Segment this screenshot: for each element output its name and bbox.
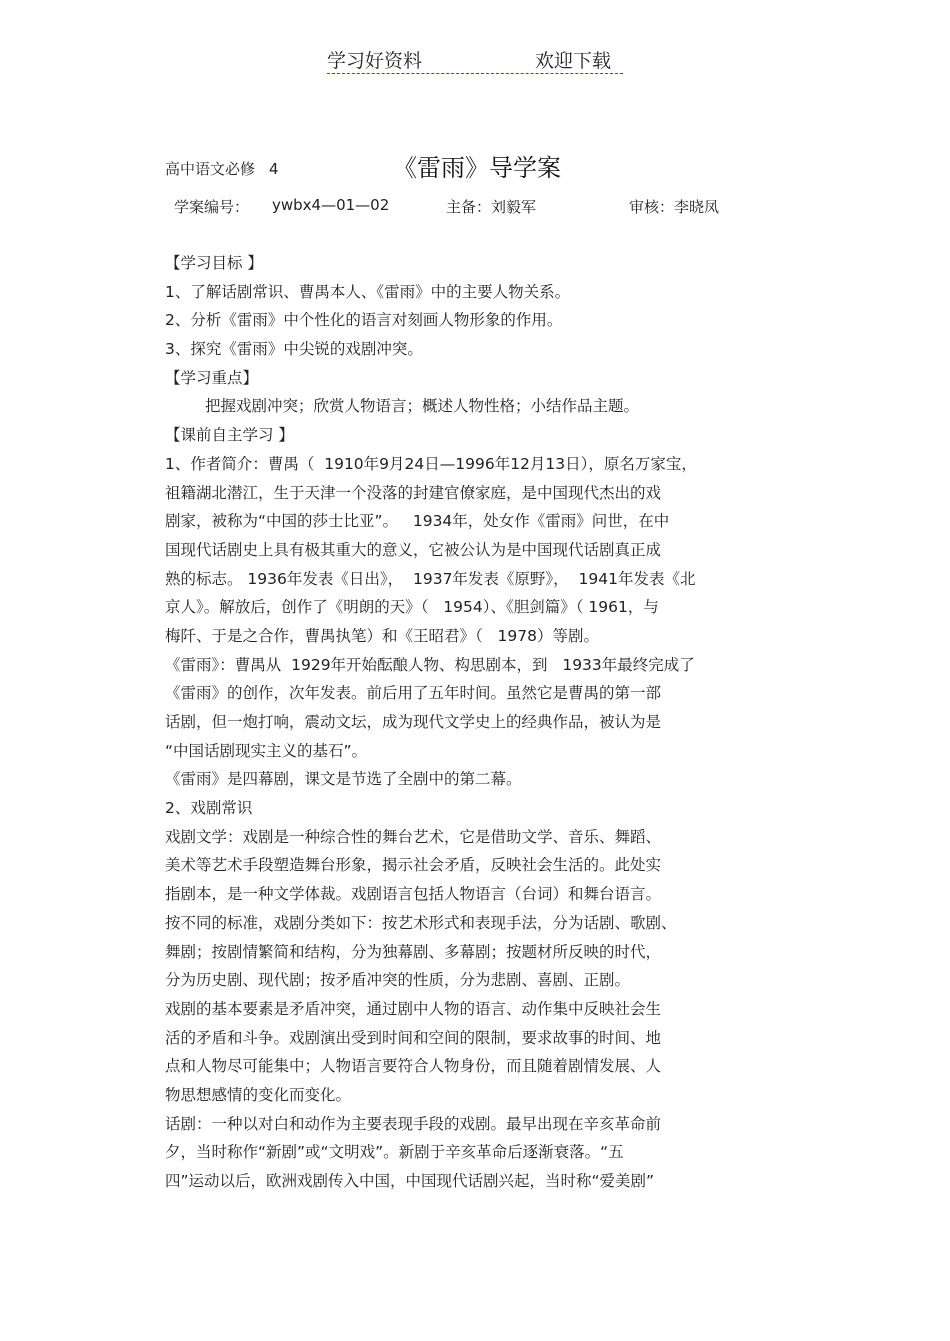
body-line: 京人》。解放后，创作了《明朗的天》（ 1954）、《胆剑篇》（ 1961，与	[165, 598, 659, 617]
body-line: 戏剧文学：戏剧是一种综合性的舞台艺术，它是借助文学、音乐、舞蹈、	[165, 827, 662, 846]
body-line: 点和人物尽可能集中；人物语言要符合人物身份，而且随着剧情发展、人	[165, 1057, 662, 1076]
body-line: 梅阡、于是之合作，曹禺执笔）和《王昭君》（ 1978）等剧。	[165, 626, 599, 645]
code-value: ywbx4—01—02	[272, 196, 390, 214]
header-left-text: 学习好资料	[327, 50, 423, 72]
body-line: 《雷雨》：曹禺从 1929年开始酝酿人物、构思剧本，到 1933年最终完成了	[165, 655, 695, 674]
document-title: 《雷雨》导学案	[393, 154, 561, 182]
body-line: 【课前自主学习 】	[165, 426, 294, 445]
body-line: 《雷雨》是四幕剧，课文是节选了全剧中的第二幕。	[165, 770, 522, 789]
document-body	[165, 249, 805, 1196]
body-line: 戏剧的基本要素是矛盾冲突，通过剧中人物的语言、动作集中反映社会生	[165, 999, 662, 1018]
title-row	[165, 148, 785, 188]
body-line: 2、分析《雷雨》中个性化的语言对刻画人物形象的作用。	[165, 311, 563, 330]
course-number: 4	[269, 160, 279, 178]
body-line: 话剧，但一炮打响，震动文坛，成为现代文学史上的经典作品，被认为是	[165, 713, 662, 731]
body-line: 话剧：一种以对白和动作为主要表现手段的戏剧。最早出现在辛亥革命前	[165, 1114, 662, 1133]
body-line: 四”运动以后，欧洲戏剧传入中国，中国现代话剧兴起，当时称“爱美剧”	[165, 1172, 655, 1190]
body-line: 指剧本，是一种文学体裁。戏剧语言包括人物语言（台词）和舞台语言。	[165, 885, 662, 904]
body-line: 2、戏剧常识	[165, 799, 253, 818]
meta-row	[174, 196, 794, 218]
body-line: 夕，当时称作“新剧”或“文明戏”。新剧于辛亥革命后逐渐衰落。“五	[165, 1143, 624, 1162]
header-dashed-rule	[327, 73, 623, 74]
body-line: 活的矛盾和斗争。戏剧演出受到时间和空间的限制，要求故事的时间、地	[165, 1028, 662, 1047]
body-line: 【学习重点】	[165, 368, 259, 387]
body-line: 【学习目标 】	[165, 254, 263, 272]
body-line: 3、探究《雷雨》中尖锐的戏剧冲突。	[165, 340, 423, 359]
body-line: 剧家，被称为“中国的莎士比亚”。 1934年，处女作《雷雨》问世，在中	[165, 512, 670, 531]
body-line: 物思想感情的变化而变化。	[165, 1085, 352, 1104]
body-line: 国现代话剧史上具有极其重大的意义，它被公认为是中国现代话剧真正成	[165, 540, 662, 559]
author: 主备：刘毅军	[446, 198, 537, 216]
body-line: 按不同的标准，戏剧分类如下：按艺术形式和表现手法，分为话剧、歌剧、	[165, 913, 677, 932]
body-line: “中国话剧现实主义的基石”。	[165, 741, 368, 760]
body-line: 1、作者简介：曹禺（ 1910年9月24日—1996年12月13日），原名万家宝，	[165, 454, 697, 473]
body-line: 美术等艺术手段塑造舞台形象，揭示社会矛盾，反映社会生活的。此处实	[165, 856, 662, 875]
body-line: 《雷雨》的创作，次年发表。前后用了五年时间。虽然它是曹禺的第一部	[165, 684, 662, 703]
body-line: 舞剧；按剧情繁简和结构，分为独幕剧、多幕剧；按题材所反映的时代，	[165, 942, 662, 961]
body-line: 熟的标志。 1936年发表《日出》， 1937年发表《原野》， 1941年发表《北	[165, 569, 696, 588]
course-name: 高中语文必修	[165, 160, 256, 178]
code-label: 学案编号：	[174, 198, 250, 216]
body-line: 分为历史剧、现代剧；按矛盾冲突的性质，分为悲剧、喜剧、正剧。	[165, 971, 631, 990]
body-line: 1、了解话剧常识、曹禺本人、《雷雨》中的主要人物关系。	[165, 282, 571, 301]
course-label	[165, 158, 279, 179]
body-line: 祖籍湖北潜江，生于天津一个没落的封建官僚家庭，是中国现代杰出的戏	[165, 483, 662, 502]
body-line: 把握戏剧冲突；欣赏人物语言；概述人物性格；小结作品主题。	[205, 397, 640, 416]
reviewer: 审核：李晓凤	[629, 198, 720, 216]
header-right-text: 欢迎下载	[535, 50, 612, 72]
